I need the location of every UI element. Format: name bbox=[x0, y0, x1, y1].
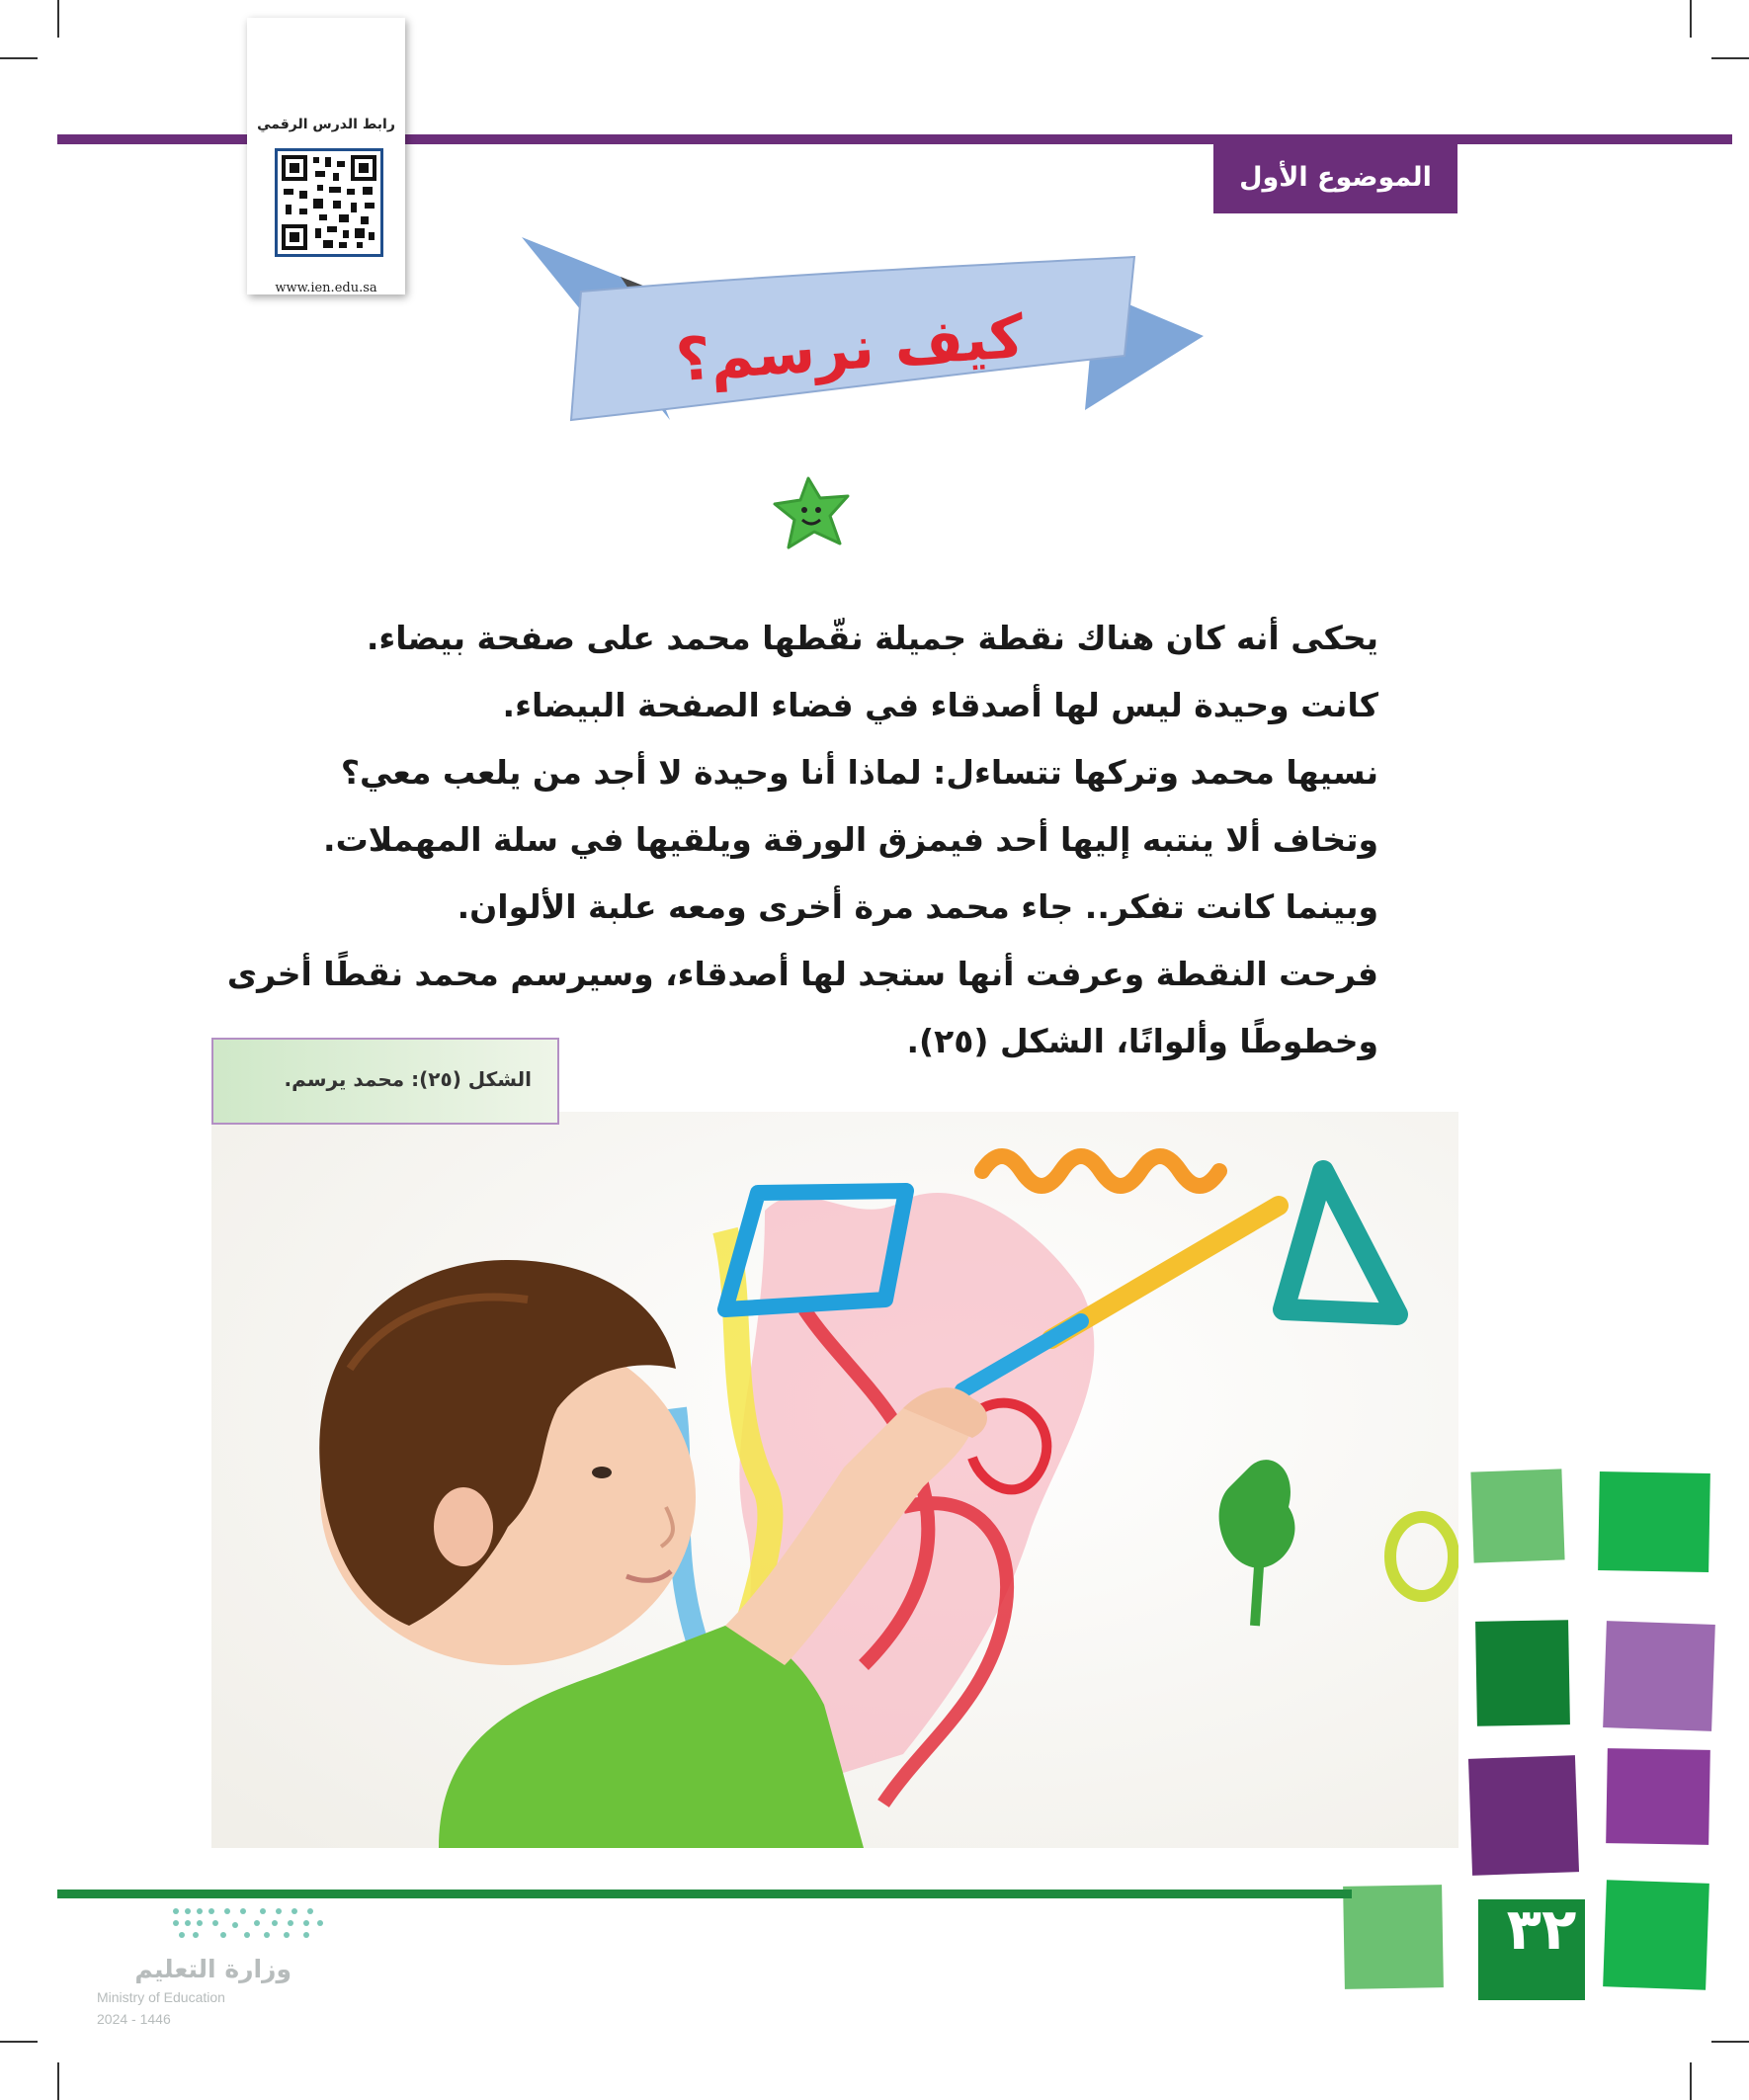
story-line: نسيها محمد وتركها تتساءل: لماذا أنا وحيدة لا أجد من يلعب معي؟ bbox=[340, 753, 1378, 792]
qr-label: رابط الدرس الرقمي bbox=[257, 117, 395, 132]
deco-square bbox=[1468, 1755, 1579, 1876]
crop-mark bbox=[1690, 2062, 1692, 2100]
crop-mark bbox=[57, 0, 59, 38]
lesson-title: كيف نرسم؟ bbox=[673, 301, 1027, 396]
story-paragraph bbox=[227, 605, 1378, 1075]
story-line: وبينما كانت تفكر.. جاء محمد مرة أخرى ومعه علبة الألوان. bbox=[457, 887, 1378, 926]
star-icon bbox=[769, 474, 858, 553]
crop-mark bbox=[1711, 2041, 1749, 2043]
deco-square bbox=[1603, 1880, 1709, 1990]
story-line: كانت وحيدة ليس لها أصدقاء في فضاء الصفحة البيضاء. bbox=[502, 686, 1378, 724]
deco-square bbox=[1475, 1620, 1570, 1726]
qr-code-icon[interactable] bbox=[275, 148, 383, 257]
crop-mark bbox=[0, 2041, 38, 2043]
crop-mark bbox=[1690, 0, 1692, 38]
story-line: وتخاف ألا ينتبه إليها أحد فيمزق الورقة ويلقيها في سلة المهملات. bbox=[323, 820, 1378, 859]
ministry-name-ar: وزارة التعليم bbox=[134, 1955, 292, 1983]
crop-mark bbox=[57, 2062, 59, 2100]
story-line: وخطوطًا وألوانًا، الشكل (٢٥). bbox=[906, 1022, 1378, 1060]
deco-square bbox=[1343, 1885, 1444, 1989]
story-line: فرحت النقطة وعرفت أنها ستجد لها أصدقاء، وسيرسم محمد نقطًا أخرى bbox=[226, 955, 1378, 993]
deco-square bbox=[1603, 1621, 1715, 1731]
figure-caption: الشكل (٢٥): محمد يرسم. bbox=[284, 1067, 532, 1091]
figure-caption-box bbox=[211, 1038, 559, 1125]
bottom-rule bbox=[57, 1890, 1352, 1898]
page-number: ٣٢ bbox=[1506, 1895, 1577, 1963]
figure-photo bbox=[211, 1112, 1458, 1848]
qr-card[interactable] bbox=[247, 18, 405, 294]
story-line: يحكى أنه كان هناك نقطة جميلة نقّطها محمد على صفحة بيضاء. bbox=[366, 619, 1378, 657]
ministry-logo-icon bbox=[168, 1903, 326, 1943]
topic-tag: الموضوع الأول bbox=[1213, 144, 1458, 213]
crop-mark bbox=[1711, 57, 1749, 59]
qr-url[interactable]: www.ien.edu.sa bbox=[275, 281, 377, 295]
deco-square bbox=[1606, 1748, 1710, 1845]
deco-square bbox=[1598, 1471, 1710, 1572]
ministry-year: 2024 - 1446 bbox=[97, 2011, 171, 2027]
crop-mark bbox=[0, 57, 38, 59]
deco-square bbox=[1470, 1469, 1564, 1562]
ministry-name-en: Ministry of Education bbox=[97, 1989, 225, 2005]
